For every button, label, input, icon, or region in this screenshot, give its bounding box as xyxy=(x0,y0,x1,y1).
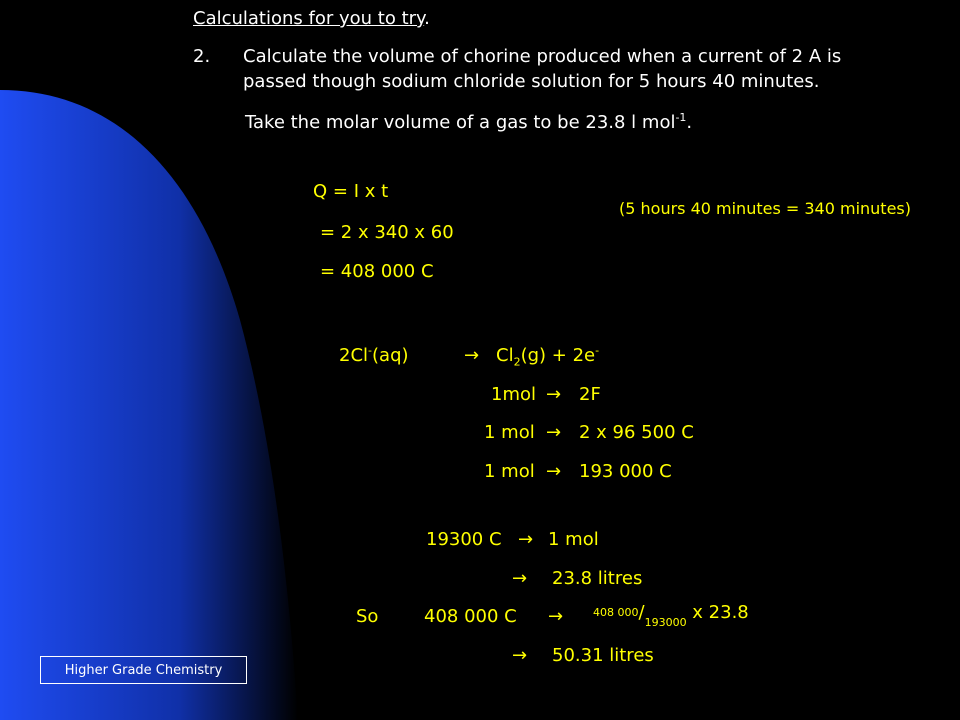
charge-equation: Q = I x t xyxy=(313,181,389,202)
row1-right: 2F xyxy=(579,384,601,405)
charge-step-1: = 2 x 340 x 60 xyxy=(320,222,454,243)
row4-arrow: → xyxy=(518,529,534,550)
question-line-2: passed though sodium chloride solution for 5 hours 40 minutes. xyxy=(243,71,820,92)
question-line-3: Take the molar volume of a gas to be 23.8 l mol$^{-1}$. xyxy=(245,111,693,133)
row2-left: 1 mol xyxy=(484,422,535,443)
slide-heading: Calculations for you to try. xyxy=(193,8,430,29)
row2-arrow: → xyxy=(546,422,562,443)
question-line-1: Calculate the volume of chorine produced when a current of 2 A is xyxy=(243,46,842,67)
row7-arrow: → xyxy=(512,645,528,666)
time-conversion-note: (5 hours 40 minutes = 340 minutes) xyxy=(619,199,911,218)
row3-right: 193 000 C xyxy=(579,461,672,482)
question-number: 2. xyxy=(193,46,211,67)
row6-left: 408 000 C xyxy=(424,606,517,627)
row3-arrow: → xyxy=(546,461,562,482)
row4-left: 19300 C xyxy=(426,529,502,550)
ion-electron-lhs: 2Cl-(aq) xyxy=(339,344,409,366)
row5-right: 23.8 litres xyxy=(552,568,643,589)
row2-right: 2 x 96 500 C xyxy=(579,422,694,443)
ion-electron-rhs: $Cl_2(g) + 2e^-$ xyxy=(496,344,600,369)
row5-arrow: → xyxy=(512,568,528,589)
row4-right: 1 mol xyxy=(548,529,599,550)
row6-arrow: → xyxy=(548,606,564,627)
charge-step-2: = 408 000 C xyxy=(320,261,434,282)
row3-left: 1 mol xyxy=(484,461,535,482)
row6-so: So xyxy=(356,606,379,627)
volume-fraction: 408 $000/_{193000}$ x 23.8 xyxy=(593,602,749,629)
footer-label: Higher Grade Chemistry xyxy=(40,656,247,684)
row7-right: 50.31 litres xyxy=(552,645,654,666)
reaction-arrow: → xyxy=(464,345,480,366)
row1-arrow: → xyxy=(546,384,562,405)
row1-left: 1mol xyxy=(491,384,536,405)
